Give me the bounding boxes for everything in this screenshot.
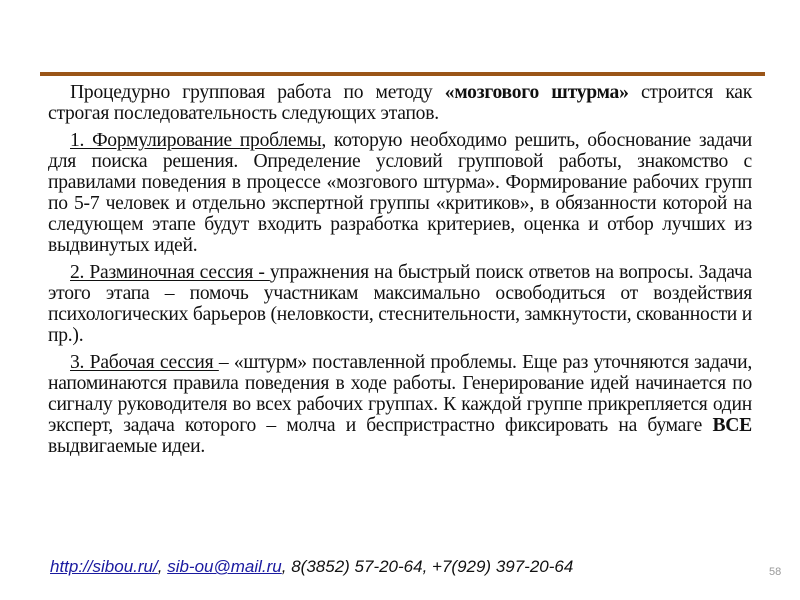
step-1-heading: 1. Формулирование проблемы — [70, 130, 322, 151]
slide-body — [48, 82, 752, 463]
step-3-bold-word: ВСЕ — [712, 415, 752, 436]
footer-separator: , — [157, 557, 168, 576]
step-1-paragraph — [48, 130, 752, 256]
intro-paragraph — [48, 82, 752, 124]
step-3-body: – «штурм» поставленной проблемы. Еще раз уточняются задачи, напоминаются правила поведения в ходе работы. Генерирование идей начинается по сигналу руководителя во всех рабочих группах. К каждой группе прикрепляется один эксперт, задача которого – молча и беспристрастно фиксировать на бумаге — [48, 352, 752, 436]
step-2-paragraph — [48, 262, 752, 346]
footer-contacts — [50, 557, 573, 577]
step-3-paragraph — [48, 352, 752, 457]
step-2-heading: 2. Разминочная сессия - — [70, 262, 270, 283]
website-link[interactable]: http://sibou.ru/ — [50, 557, 158, 576]
page-number: 58 — [769, 566, 782, 578]
email-link[interactable]: sib-ou@mail.ru — [167, 557, 282, 576]
step-2-body: упражнения на быстрый поиск ответов на вопросы. Задача этого этапа – помочь участникам максимально освободиться от воздействия психологических барьеров (неловкости, стеснительности, замкнутости, скованности и пр.). — [48, 262, 752, 346]
intro-bold-term: «мозгового штурма» — [444, 82, 629, 103]
step-3-body-end: выдвигаемые идеи. — [48, 436, 205, 457]
intro-text: Процедурно групповая работа по методу — [70, 82, 445, 103]
footer-phones: , 8(3852) 57-20-64, +7(929) 397-20-64 — [281, 557, 574, 576]
intro-text-end: строится как строгая последовательность следующих этапов. — [48, 82, 753, 124]
step-3-heading: 3. Рабочая сессия — [70, 352, 219, 373]
header-divider — [40, 72, 765, 76]
step-1-body: , которую необходимо решить, обоснование задачи для поиска решения. Определение условий групповой работы, знакомство с правилами поведения в процессе «мозгового штурма». Формирование рабочих групп по 5-7 человек и отдельно экспертной группы «критиков», в обязанности которой на следующем этапе будут входить разработка критериев, оценка и отбор лучших из выдвинутых идей. — [48, 130, 752, 256]
